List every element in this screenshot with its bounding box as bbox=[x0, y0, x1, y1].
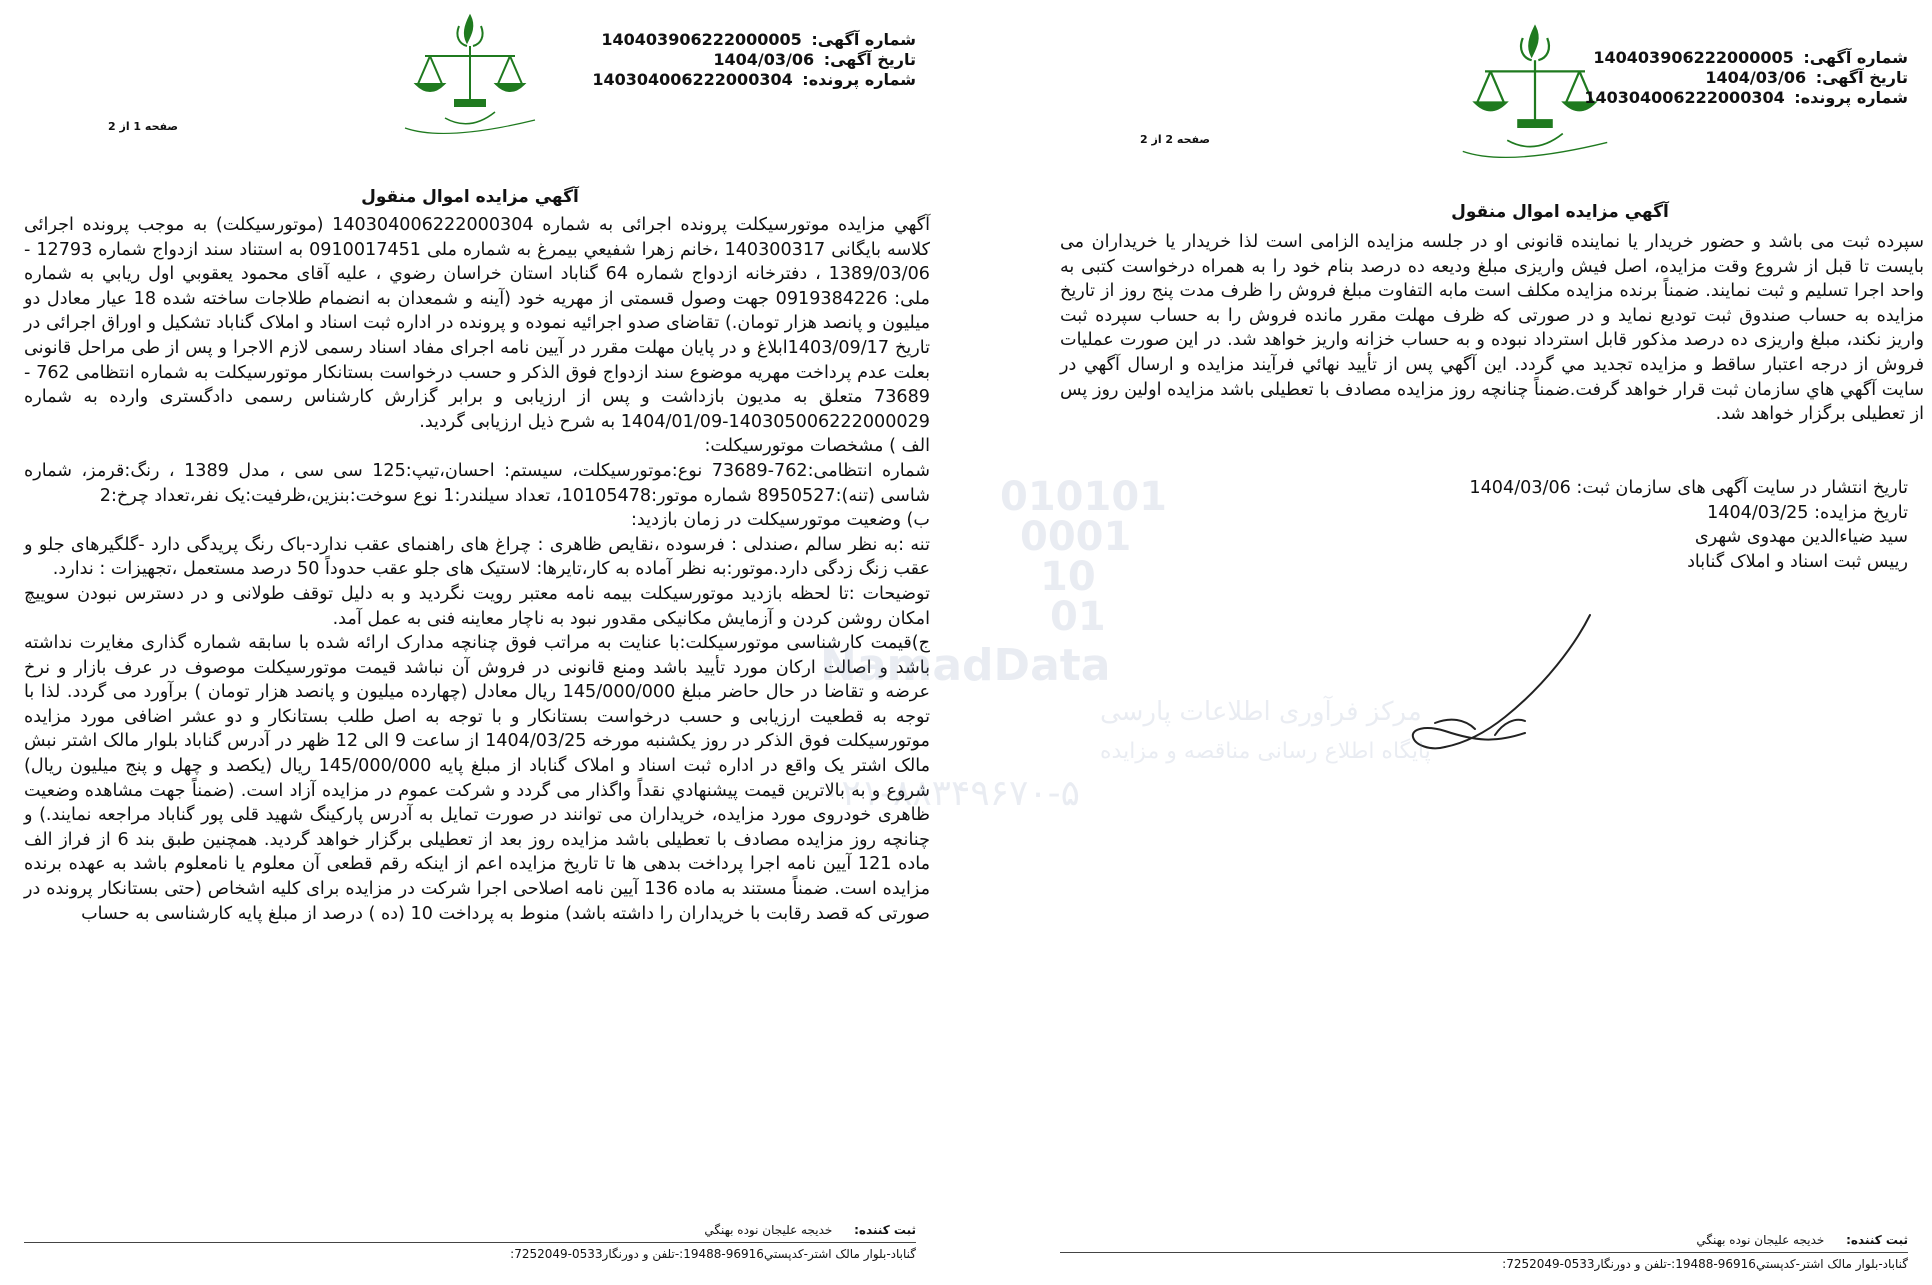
file-number: 140304006222000304 bbox=[1584, 88, 1785, 107]
svg-text:01: 01 bbox=[1050, 594, 1106, 640]
page-footer bbox=[24, 1222, 916, 1262]
handwritten-signature bbox=[1375, 605, 1615, 765]
auction-date-label: تاريخ مزايده: bbox=[1814, 502, 1908, 523]
deposit-terms-paragraph: سپرده ثبت می باشد و حضور خريدار يا نماينده قانونی او در جلسه مزايده الزامی است لذا خريدار يا خريداران می بايست تا قبل از شروع وقت مزايده، اصل فيش واريزی مبلغ وديعه ده درصد بنام خود را به همراه درخواست کتبی به واحد اجرا تسليم و ثبت نمايند. ضمناً برنده مزايده مکلف است مابه التفاوت مبلغ فروش را ظرف مدت پنج روز از تاريخ مزايده به حساب صندوق ثبت توديع نمايد و در صورتی که ظرف مهلت مقرر مانده فروش را به حساب سپرده ثبت واريز نکند، مبلغ واريزی ده درصد مذکور قابل استرداد نبوده و به حساب خزانه واريز خواهد شد. در اين صورت عمليات فروش از درجه اعتبار ساقط و مزايده تجديد مي گردد. اين آگهي پس از تأييد نهائي فرآيند مزايده و ارسال آگهي در سايت آگهي هاي سازمان ثبت قرار خواهد گرفت.ضمناً چنانچه روز مزايده مصادف با تعطيلی باشد مزايده اولين روز پس از تعطيلی برگزار خواهد شد. bbox=[1060, 232, 1924, 425]
notice-meta bbox=[592, 30, 916, 90]
svg-text:10: 10 bbox=[1040, 554, 1096, 600]
page-footer bbox=[1060, 1232, 1908, 1272]
notice-date-label: تاریخ آگهی: bbox=[823, 50, 916, 69]
svg-text:010101: 010101 bbox=[1000, 474, 1167, 520]
notice-title: آگهي مزايده اموال منقول bbox=[361, 187, 579, 207]
publish-date-row bbox=[1208, 476, 1908, 501]
file-number-label: شماره پرونده: bbox=[1794, 88, 1908, 107]
registrar-row bbox=[24, 1222, 916, 1238]
notice-number: 140403906222000005 bbox=[601, 30, 802, 49]
notice-title: آگهي مزايده اموال منقول bbox=[1451, 202, 1669, 222]
specs-paragraph: شماره انتظامی:762-73689 نوع:موتورسيکلت، سيستم: احسان،تيپ:125 سی سی ، مدل 1389 ، رنگ:قرمز، شماره شاسی (تنه):8950527 شماره موتور:10105478، تعداد سيلندر:1 نوع سوخت:بنزين،ظرفيت:يک نفر،تعداد چرخ:2 bbox=[24, 460, 930, 506]
auction-date-row bbox=[1208, 501, 1908, 526]
notice-number-row bbox=[1584, 48, 1908, 68]
file-number-label: شماره پرونده: bbox=[802, 70, 916, 89]
auction-date: 1404/03/25 bbox=[1707, 502, 1809, 523]
file-number-row bbox=[592, 70, 916, 90]
signer-name: سيد ضياءالدين مهدوی شهری bbox=[1694, 527, 1908, 548]
notice-number-row bbox=[592, 30, 916, 50]
registrar-label: ثبت کننده: bbox=[854, 1223, 916, 1237]
registrar-row bbox=[1060, 1232, 1908, 1248]
notice-date-row bbox=[592, 50, 916, 70]
file-number: 140304006222000304 bbox=[592, 70, 793, 89]
registrar-name: خديجه عليجان نوده بهنگي bbox=[704, 1223, 833, 1237]
notice-body bbox=[1060, 230, 1924, 427]
page-number: صفحه 1 از 2 bbox=[108, 120, 179, 133]
notes-paragraph: توضيحات :تا لحظه بازديد موتورسيکلت بيمه نامه معتبر رويت نگرديد و به دليل توقف طولانی و در دسترس نبودن سوييچ امکان روشن کردن و آزمايش مکانيکی مقدور نبود به ناچار معاينه فنی به عمل آمد. bbox=[24, 583, 930, 629]
office-address: گناباد-بلوار مالک اشتر-کدپستي96916-19488:-تلفن و دورنگار0533-7252049: bbox=[510, 1247, 916, 1261]
notice-number-label: شماره آگهی: bbox=[1803, 48, 1908, 67]
publish-date-label: تاريخ انتشار در سايت آگهی های سازمان ثبت: bbox=[1576, 478, 1908, 498]
notice-number: 140403906222000005 bbox=[1593, 48, 1794, 67]
notice-date: 1404/03/06 bbox=[713, 50, 815, 69]
dates-and-signer bbox=[1208, 476, 1908, 574]
file-number-row bbox=[1584, 88, 1908, 108]
registrar-label: ثبت کننده: bbox=[1846, 1233, 1908, 1247]
condition-heading: ب) وضعيت موتورسيکلت در زمان بازديد: bbox=[631, 510, 930, 531]
notice-number-label: شماره آگهی: bbox=[811, 30, 916, 49]
notice-page-2 bbox=[1040, 0, 1932, 1285]
page-number: صفحه 2 از 2 bbox=[1140, 133, 1211, 146]
notice-date: 1404/03/06 bbox=[1705, 68, 1807, 87]
intro-paragraph: آگهي مزايده موتورسيکلت پرونده اجرائی به شماره 140304006222000304 (موتورسيکلت) به موجب پرونده اجرائی کلاسه بايگانی 140300317 ،خانم زهرا شفيعي بيمرغ به شماره ملی 0910017451 به استناد سند ازدواج شماره 12793 - 1389/03/06 ، دفترخانه ازدواج شماره 64 گناباد استان خراسان رضوي ، عليه آقای محمود يعقوبي اول ريابي به شماره ملی: 0919384226 جهت وصول قسمتی از مهريه خود (آينه و شمعدان به انضمام طلاجات ساخته شده 18 عيار معادل دو ميليون و پانصد هزار تومان.) تقاضای صدو اجرائيه نموده و پرونده در اداره ثبت اسناد و املاک گناباد تشکيل و اوراق اجرائی در تاريخ 1403/09/17ابلاغ و در پايان مهلت مقرر در آيين نامه اجرای مفاد اسناد رسمی لازم الاجرا و پس از طی مراحل قانونی بعلت عدم پرداخت مهريه موضوع سند ازدواج فوق الذکر و حسب درخواست بستانکار موتورسيکلت به شماره انتظامی 762 - 73689 متعلق به مديون بازداشت و پس از ارزيابی و برابر گزارش کارشناس رسمی دادگستری وارده به شماره 140305006222000029-1404/01/09 به شرح ذيل ارزيابی گرديد. bbox=[24, 215, 931, 432]
footer-divider bbox=[1060, 1252, 1908, 1253]
notice-meta bbox=[1584, 48, 1908, 108]
watermark-line2: پایگاه اطلاع رسانی مناقصه و مزایده bbox=[1100, 739, 1431, 764]
registrar-name: خديجه عليجان نوده بهنگي bbox=[1696, 1233, 1825, 1247]
watermark-phone: ۰۲۱-۸۸۳۴۹۶۷۰-۵ bbox=[821, 773, 1080, 814]
condition-paragraph: تنه :به نظر سالم ،صندلی : فرسوده ،نقايص ظاهری : چراغ های راهنمای عقب ندارد-باک رنگ پريدگی دارد -گلگيرهای جلو و عقب زنگ زدگی دارد.موتور:به نظر آماده به کار،تايرها: لاستيک های جلو عقب حدوداً 50 درصد مستعمل ،تجهيزات : ندارد. bbox=[24, 534, 930, 580]
notice-page-1 bbox=[0, 0, 940, 1285]
notice-date-label: تاریخ آگهی: bbox=[1815, 68, 1908, 87]
specs-heading: الف ) مشخصات موتورسيکلت: bbox=[704, 436, 930, 457]
watermark-line1: مرکز فرآوری اطلاعات پارسی bbox=[1100, 697, 1422, 727]
watermark-brand: NamadData bbox=[820, 640, 1111, 691]
publish-date: 1404/03/06 bbox=[1469, 478, 1571, 498]
office-address: گناباد-بلوار مالک اشتر-کدپستي96916-19488:-تلفن و دورنگار0533-7252049: bbox=[1502, 1257, 1908, 1271]
notice-body bbox=[24, 213, 930, 926]
signer-title: رييس ثبت اسناد و املاک گناباد bbox=[1687, 551, 1908, 572]
judiciary-emblem bbox=[385, 8, 555, 143]
footer-divider bbox=[24, 1242, 916, 1243]
valuation-paragraph: ج)قيمت کارشناسی موتورسيکلت:با عنايت به مراتب فوق چنانچه مدارک ارائه شده با سابقه شماره گذاری مغايرت نداشته باشد و اصالت ارکان مورد تأييد باشد ومنع قانونی در فروش آن نباشد قيمت موتورسيکلت موصوف در عرف بازار و نرخ عرضه و تقاضا در حال حاضر مبلغ 145/000/000 ريال معادل (چهارده ميليون و پانصد هزار تومان ) برآورد می گردد. لذا با توجه به قطعيت ارزيابی و حسب درخواست بستانکار و با توجه به اصل طلب بستانکار و دو عشر اضافی مورد مزايده موتورسيکلت فوق الذکر در روز يکشنبه مورخه 1404/03/25 از ساعت 9 الی 12 ظهر در آدرس گناباد بلوار مالک اشتر نبش مالک اشتر يک واقع در اداره ثبت اسناد و املاک گناباد از مبلغ پايه 145/000/000 ريال (يکصد و چهل و پنج ميليون ريال) شروع و به بالاترين قيمت پيشنهادي نقداً واگذار می گردد و شرکت عموم در مزايده آزاد است. (ضمناً جهت مشاهده وضعيت ظاهری خودروی مورد مزايده، خريداران می توانند در صورت تمايل به آدرس پارکينگ شهيد قلی پور گناباد مراجعه نمايند.) و چنانچه روز مزايده مصادف با تعطيلی باشد مزايده روز بعد از تعطيلی برگزار خواهد گرديد. همچنين طبق بند 6 از فراز الف ماده 121 آيين نامه اجرا پرداخت بدهی ها تا تاريخ مزايده اعم از اينکه رقم قطعی آن معلوم يا نامعلوم باشد به عهده برنده مزايده است. ضمناً مستند به ماده 136 آيين نامه اصلاحی اجرا شرکت در مزايده برای کليه اشخاص (حتی بستانکار پرونده در صورتی که قصد رقابت با خريداران را داشته باشد) منوط به پرداخت 10 (ده ) درصد از مبلغ پايه کارشناسی به حساب bbox=[24, 633, 930, 924]
notice-date-row bbox=[1584, 68, 1908, 88]
svg-text:0001: 0001 bbox=[1020, 514, 1132, 560]
